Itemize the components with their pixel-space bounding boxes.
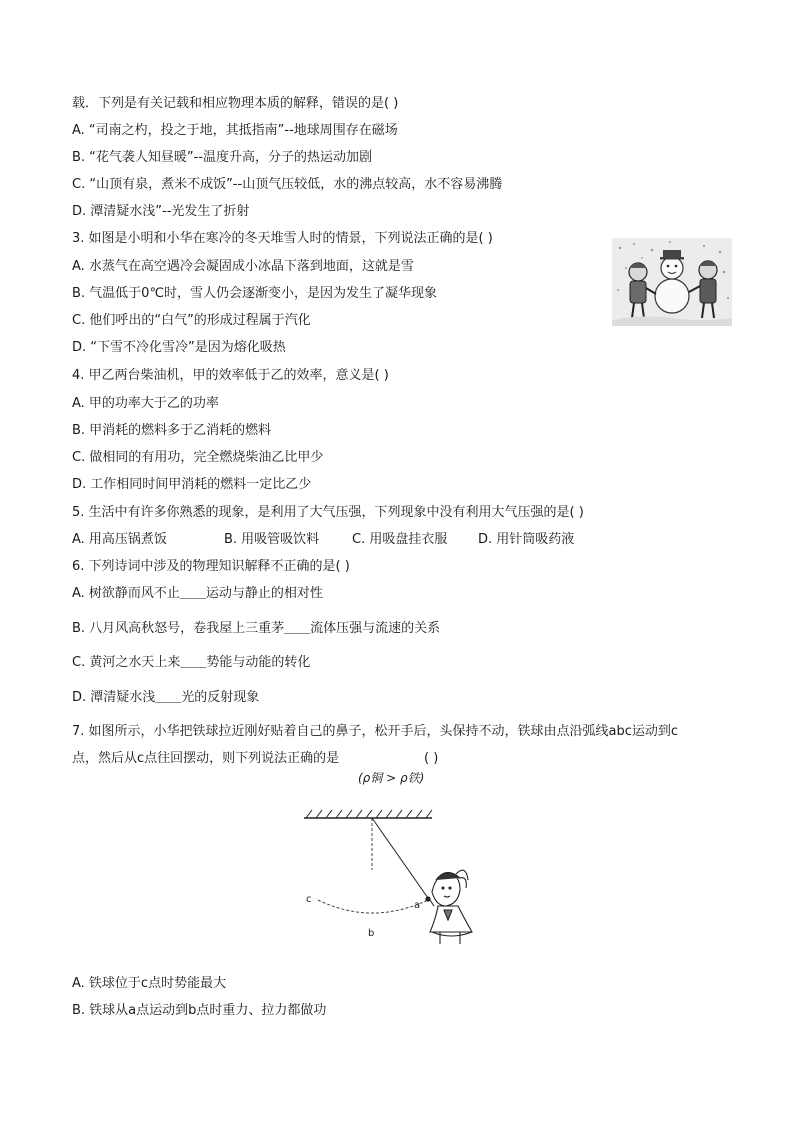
q6-option-b: B. 八月风高秋怒号，卷我屋上三重茅＿＿流体压强与流速的关系 — [72, 621, 441, 636]
q5-option-b: B. 用吸管吸饮料 — [224, 532, 320, 547]
q3-option-c: C. 他们呼出的“白气”的形成过程属于汽化 — [72, 313, 311, 328]
q2-option-b: B. “花气袭人知昼暖”--温度升高，分子的热运动加剧 — [72, 150, 373, 165]
q4-option-d: D. 工作相同时间甲消耗的燃料一定比乙少 — [72, 477, 312, 492]
q2-option-c: C. “山顶有泉，煮米不成饭”--山顶气压较低，水的沸点较高，水不容易沸腾 — [72, 177, 503, 192]
q7-answer-paren: ( ) — [424, 751, 439, 766]
pendulum-figure — [296, 808, 496, 948]
q7-option-b: B. 铁球从a点运动到b点时重力、拉力都做功 — [72, 1003, 327, 1018]
q2-option-d: D. 潭清疑水浅”--光发生了折射 — [72, 204, 250, 219]
q2-stem: 载．下列是有关记载和相应物理本质的解释，错误的是( ) — [72, 96, 399, 111]
q7-option-a: A. 铁球位于c点时势能最大 — [72, 976, 227, 991]
q3-option-d: D. “下雪不冷化雪冷”是因为熔化吸热 — [72, 340, 286, 355]
q7-density-condition: (ρ铜 > ρ铁) — [358, 771, 425, 785]
q5-option-a: A. 用高压锅煮饭 — [72, 532, 167, 547]
q4-option-b: B. 甲消耗的燃料多于乙消耗的燃料 — [72, 423, 272, 438]
q3-stem: 3. 如图是小明和小华在寒冷的冬天堆雪人时的情景，下列说法正确的是( ) — [72, 231, 493, 246]
q6-option-d: D. 潭清疑水浅＿＿光的反射现象 — [72, 690, 260, 705]
snowman-figure — [612, 238, 732, 326]
label-c: c — [306, 894, 312, 905]
q4-option-c: C. 做相同的有用功，完全燃烧柴油乙比甲少 — [72, 450, 324, 465]
q3-option-a: A. 水蒸气在高空遇冷会凝固成小冰晶下落到地面，这就是雪 — [72, 259, 414, 274]
q6-option-a: A. 树欲静而风不止＿＿运动与静止的相对性 — [72, 586, 323, 601]
q7-stem-line1: 7. 如图所示，小华把铁球拉近刚好贴着自己的鼻子，松开手后，头保持不动，铁球由点沿弧线abc运动到c — [72, 724, 679, 739]
q4-option-a: A. 甲的功率大于乙的功率 — [72, 396, 219, 411]
q5-stem: 5. 生活中有许多你熟悉的现象，是利用了大气压强，下列现象中没有利用大气压强的是( ) — [72, 505, 584, 520]
q5-option-d: D. 用针筒吸药液 — [478, 532, 575, 547]
q4-stem: 4. 甲乙两台柴油机，甲的效率低于乙的效率，意义是( ) — [72, 368, 389, 383]
q7-stem-line2: 点，然后从c点往回摆动，则下列说法正确的是 — [72, 751, 340, 766]
label-b: b — [368, 928, 375, 939]
label-a: a — [414, 900, 421, 911]
q5-option-c: C. 用吸盘挂衣服 — [352, 532, 448, 547]
q6-stem: 6. 下列诗词中涉及的物理知识解释不正确的是( ) — [72, 559, 350, 574]
q2-option-a: A. “司南之杓，投之于地，其抵指南”--地球周围存在磁场 — [72, 123, 398, 138]
q6-option-c: C. 黄河之水天上来＿＿势能与动能的转化 — [72, 655, 311, 670]
q3-option-b: B. 气温低于0℃时，雪人仍会逐渐变小，是因为发生了凝华现象 — [72, 286, 438, 301]
